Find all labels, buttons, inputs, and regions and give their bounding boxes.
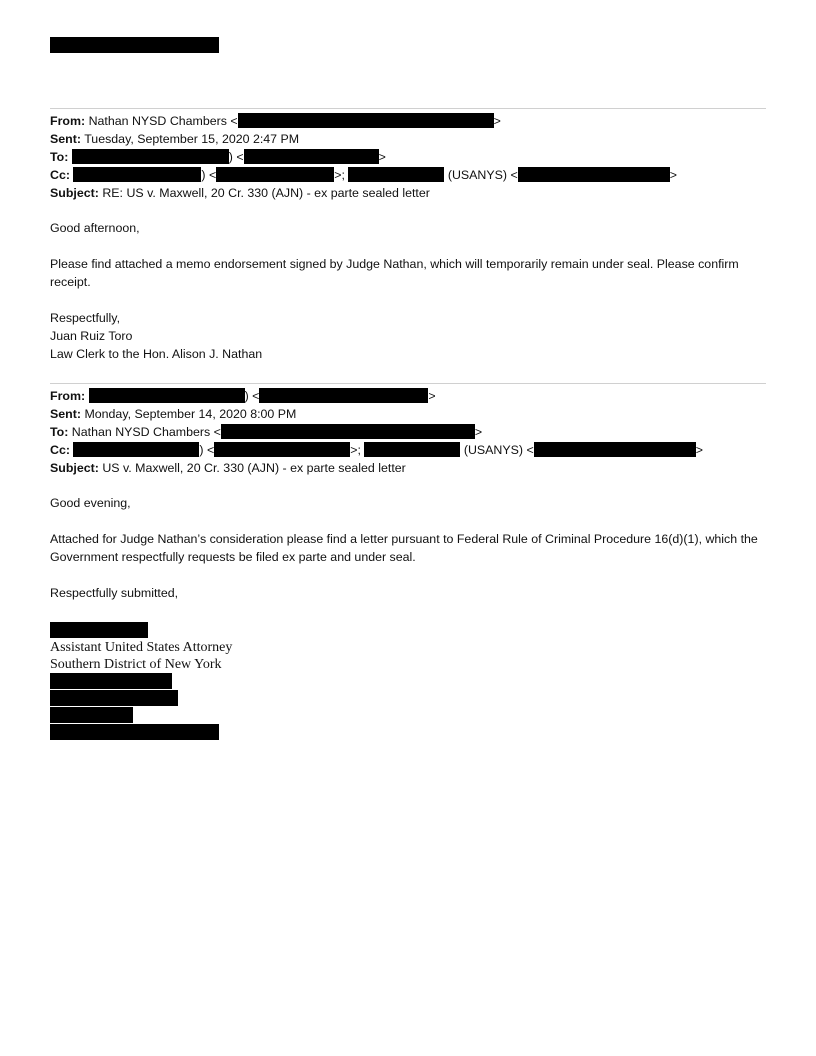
redaction (216, 167, 334, 182)
redaction (221, 424, 475, 439)
signature-title: Law Clerk to the Hon. Alison J. Nathan (50, 347, 263, 361)
cc-line (50, 166, 766, 184)
cc-org: (USANYS) < (463, 443, 534, 457)
bracket: ) < (201, 168, 217, 182)
closing: Respectfully, (50, 311, 121, 325)
subject-line (50, 459, 766, 477)
redaction (73, 167, 201, 182)
sent-line (50, 130, 766, 148)
from-label: From: (50, 389, 86, 403)
email-header (50, 387, 766, 477)
greeting: Good evening, (50, 496, 131, 510)
subject-label: Subject: (50, 186, 99, 200)
sent-label: Sent: (50, 132, 81, 146)
from-line (50, 387, 766, 405)
from-name: Nathan NYSD Chambers < (88, 114, 238, 128)
bracket: > (695, 443, 703, 457)
to-label: To: (50, 425, 69, 439)
closing: Respectfully submitted, (50, 586, 179, 600)
email-header (50, 112, 766, 202)
bracket: >; (334, 168, 345, 182)
signature-redaction (50, 724, 219, 740)
bracket: ) < (199, 443, 215, 457)
sent-line (50, 405, 766, 423)
redaction (534, 442, 696, 457)
greeting: Good afternoon, (50, 221, 140, 235)
redaction (72, 149, 229, 164)
redaction (214, 442, 350, 457)
redaction (244, 149, 379, 164)
email-body (50, 219, 766, 363)
subject-value: RE: US v. Maxwell, 20 Cr. 330 (AJN) - ex parte sealed letter (102, 186, 430, 200)
message-text: Attached for Judge Nathan’s consideration please find a letter pursuant to Federal Rule of Criminal Procedure 16(d)(1), which the Government respectfully requests be filed ex parte and under seal. (50, 532, 758, 564)
bracket: >; (350, 443, 361, 457)
message-text: Please find attached a memo endorsement signed by Judge Nathan, which will temporarily remain under seal. Please confirm receipt. (50, 257, 739, 289)
to-name: Nathan NYSD Chambers < (71, 425, 221, 439)
email-body (50, 494, 766, 602)
bracket: ) < (228, 150, 244, 164)
cc-label: Cc: (50, 168, 70, 182)
from-label: From: (50, 114, 86, 128)
from-line (50, 112, 766, 130)
redaction (518, 167, 670, 182)
signature-name: Juan Ruiz Toro (50, 329, 133, 343)
to-line (50, 423, 766, 441)
sent-label: Sent: (50, 407, 81, 421)
redaction (348, 167, 444, 182)
signature-redaction (50, 690, 178, 706)
redaction (89, 388, 245, 403)
bracket: > (428, 389, 436, 403)
cc-org: (USANYS) < (447, 168, 518, 182)
header-redaction (50, 37, 219, 53)
redaction (364, 442, 460, 457)
sent-value: Monday, September 14, 2020 8:00 PM (84, 407, 297, 421)
to-line (50, 148, 766, 166)
bracket: > (493, 114, 501, 128)
subject-value: US v. Maxwell, 20 Cr. 330 (AJN) - ex parte sealed letter (102, 461, 406, 475)
bracket: > (474, 425, 483, 439)
redaction (259, 388, 428, 403)
signature-office: Southern District of New York (50, 657, 222, 672)
separator (50, 383, 766, 384)
signature-title: Assistant United States Attorney (50, 640, 233, 655)
redaction (73, 442, 199, 457)
subject-label: Subject: (50, 461, 99, 475)
signature-redaction (50, 673, 172, 689)
to-label: To: (50, 150, 69, 164)
bracket: > (669, 168, 677, 182)
bracket: > (378, 150, 386, 164)
subject-line (50, 184, 766, 202)
cc-label: Cc: (50, 443, 70, 457)
bracket: ) < (244, 389, 260, 403)
cc-line (50, 441, 766, 459)
sent-value: Tuesday, September 15, 2020 2:47 PM (84, 132, 300, 146)
redaction (238, 113, 494, 128)
signature-redaction (50, 707, 133, 723)
separator (50, 108, 766, 109)
signature-redaction (50, 622, 148, 638)
